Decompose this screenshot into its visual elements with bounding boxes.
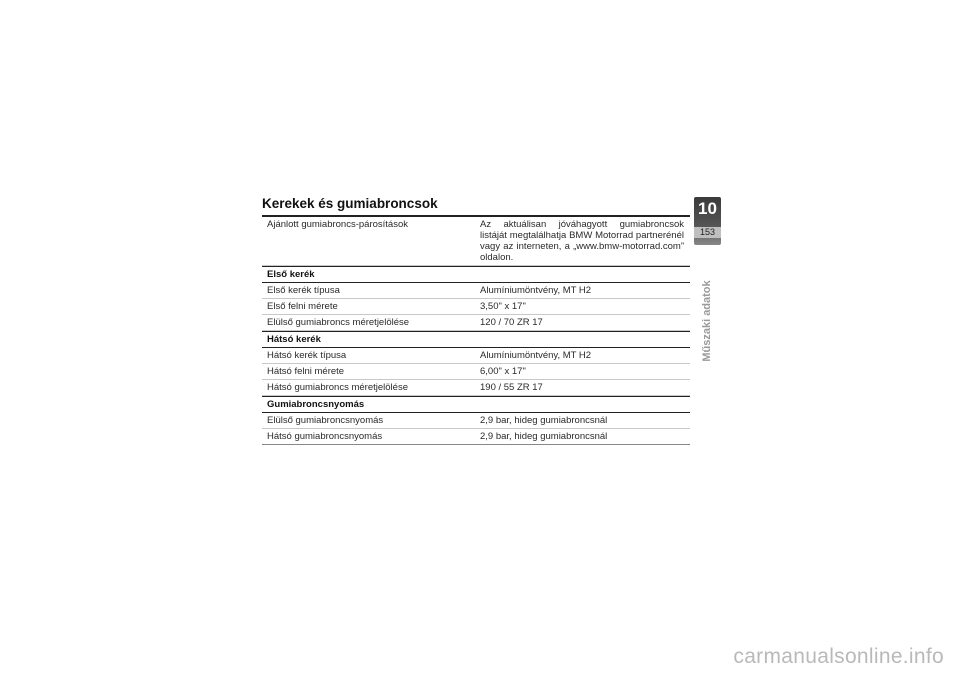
watermark: carmanualsonline.info [733,645,944,668]
table-row [262,283,690,299]
group-heading: Hátsó kerék [267,334,321,345]
row-value: 120 / 70 ZR 17 [480,317,543,328]
row-value: 2,9 bar, hideg gumiabroncsnál [480,415,608,426]
row-label: Hátsó kerék típusa [267,350,347,361]
row-label: Elülső gumiabroncsnyomás [267,415,384,426]
row-value: 2,9 bar, hideg gumiabroncsnál [480,431,608,442]
table-row [262,364,690,380]
row-label: Első felni mérete [267,301,338,312]
table-row [262,315,690,331]
chapter-title: Műszaki adatok [701,280,713,362]
row-label: Ajánlott gumiabroncs-párosítások [267,219,408,230]
row-value: 190 / 55 ZR 17 [480,382,543,393]
chapter-title-vertical [699,273,715,369]
row-label: Hátsó gumiabroncs méretjelölése [267,382,408,393]
group-heading-front-wheel [262,266,690,283]
table-row [262,380,690,396]
table-row [262,299,690,315]
row-value: Az aktuálisan jóváhagyott gumiabroncsok listáját megtalálhatja BMW Motorrad partnerénél vagy az interneten, a „www.bmw-motorrad.com” oldalon. [480,219,684,263]
group-heading-rear-wheel [262,331,690,348]
page-number: 153 [694,227,721,238]
row-value: Alumíniumöntvény, MT H2 [480,350,592,361]
table-row [262,413,690,429]
table-row [262,429,690,445]
row-value: Alumíniumöntvény, MT H2 [480,285,592,296]
row-label: Hátsó gumiabroncsnyomás [267,431,383,442]
table-row [262,348,690,364]
group-heading-tyre-pressure [262,396,690,413]
row-label: Elülső gumiabroncs méretjelölése [267,317,410,328]
chapter-number: 10 [698,199,717,218]
spec-table [262,215,690,445]
row-value: 6,00" x 17" [480,366,526,377]
row-label: Első kerék típusa [267,285,340,296]
group-heading: Első kerék [267,269,315,280]
table-row-recommended-tyres [262,217,690,266]
row-value: 3,50" x 17" [480,301,526,312]
section-title: Kerekek és gumiabroncsok [262,196,438,211]
row-label: Hátsó felni mérete [267,366,345,377]
group-heading: Gumiabroncsnyomás [267,399,365,410]
